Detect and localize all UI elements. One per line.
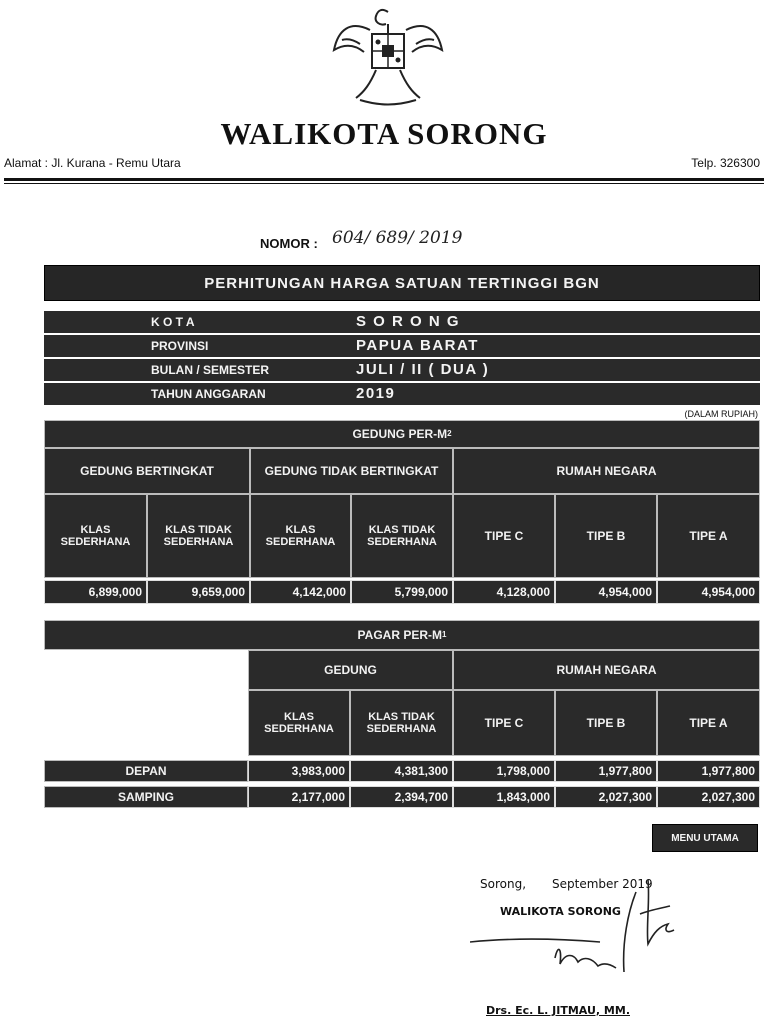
gedung-col-header: TIPE B xyxy=(555,494,657,578)
phone-text: Telp. 326300 xyxy=(691,156,760,170)
gedung-value: 4,128,000 xyxy=(453,580,555,604)
gedung-col-header: KLAS SEDERHANA xyxy=(44,494,147,578)
header-divider-thin xyxy=(4,183,764,184)
gedung-value: 9,659,000 xyxy=(147,580,250,604)
pagar-row-label-depan: DEPAN xyxy=(44,760,248,782)
gedung-value: 4,142,000 xyxy=(250,580,351,604)
signature-name: Drs. Ec. L. JITMAU, MM. xyxy=(486,1004,630,1017)
info-row-tahun-anggaran xyxy=(44,383,760,405)
pagar-value: 1,977,800 xyxy=(555,760,657,782)
gedung-title-sup: 2 xyxy=(447,429,452,438)
pagar-value: 3,983,000 xyxy=(248,760,350,782)
pagar-value: 4,381,300 xyxy=(350,760,453,782)
info-value: PAPUA BARAT xyxy=(356,337,479,354)
pagar-col-header: TIPE A xyxy=(657,690,760,756)
signature-city: Sorong, xyxy=(480,877,527,891)
gedung-title xyxy=(44,420,760,448)
nomor-label: NOMOR : xyxy=(260,236,318,251)
pagar-row-label-samping: SAMPING xyxy=(44,786,248,808)
info-value: JULI / II ( DUA ) xyxy=(356,361,490,378)
gedung-col-header: KLAS TIDAK SEDERHANA xyxy=(147,494,250,578)
pagar-col-header: TIPE B xyxy=(555,690,657,756)
gedung-col-header: TIPE C xyxy=(453,494,555,578)
info-value: 2019 xyxy=(356,385,396,402)
info-label: BULAN / SEMESTER xyxy=(151,363,270,377)
pagar-title-sup: 1 xyxy=(442,630,447,639)
gedung-value: 4,954,000 xyxy=(555,580,657,604)
nomor-handwritten: 604/ 689/ 2019 xyxy=(332,228,463,248)
gedung-group-rumah-negara: RUMAH NEGARA xyxy=(453,448,760,494)
pagar-group-gedung: GEDUNG xyxy=(248,650,453,690)
pagar-value: 1,843,000 xyxy=(453,786,555,808)
pagar-value: 1,977,800 xyxy=(657,760,760,782)
info-label: K O T A xyxy=(151,315,195,329)
gedung-value: 5,799,000 xyxy=(351,580,453,604)
info-row-bulan-semester xyxy=(44,359,760,381)
unit-note: (DALAM RUPIAH) xyxy=(684,409,758,419)
header-divider xyxy=(4,178,764,181)
pagar-title xyxy=(44,620,760,650)
info-row-kota xyxy=(44,311,760,333)
pagar-value: 2,394,700 xyxy=(350,786,453,808)
pagar-col-header: KLAS SEDERHANA xyxy=(248,690,350,756)
info-value: S O R O N G xyxy=(356,313,461,330)
pagar-col-header: KLAS TIDAK SEDERHANA xyxy=(350,690,453,756)
signature-date: September 2019 xyxy=(552,877,653,891)
pagar-value: 2,027,300 xyxy=(555,786,657,808)
pagar-value: 2,027,300 xyxy=(657,786,760,808)
gedung-value: 6,899,000 xyxy=(44,580,147,604)
pagar-group-rumah-negara: RUMAH NEGARA xyxy=(453,650,760,690)
gedung-title-text: GEDUNG PER-M xyxy=(352,427,448,441)
menu-utama-button[interactable]: MENU UTAMA xyxy=(652,824,758,852)
signature-title: WALIKOTA SORONG xyxy=(500,905,621,918)
pagar-title-text: PAGAR PER-M xyxy=(357,628,442,642)
gedung-col-header: TIPE A xyxy=(657,494,760,578)
info-row-provinsi xyxy=(44,335,760,357)
pagar-value: 1,798,000 xyxy=(453,760,555,782)
garuda-emblem-icon xyxy=(330,0,446,108)
gedung-group-bertingkat: GEDUNG BERTINGKAT xyxy=(44,448,250,494)
document-title: PERHITUNGAN HARGA SATUAN TERTINGGI BGN xyxy=(44,265,760,301)
pagar-value: 2,177,000 xyxy=(248,786,350,808)
gedung-group-tidak-bertingkat: GEDUNG TIDAK BERTINGKAT xyxy=(250,448,453,494)
letterhead-title: WALIKOTA SORONG xyxy=(220,116,548,151)
gedung-col-header: KLAS SEDERHANA xyxy=(250,494,351,578)
address-text: Alamat : Jl. Kurana - Remu Utara xyxy=(4,156,181,170)
info-label: PROVINSI xyxy=(151,339,209,353)
gedung-col-header: KLAS TIDAK SEDERHANA xyxy=(351,494,453,578)
handwritten-signature-icon xyxy=(470,872,700,980)
pagar-col-header: TIPE C xyxy=(453,690,555,756)
gedung-value: 4,954,000 xyxy=(657,580,760,604)
info-label: TAHUN ANGGARAN xyxy=(151,387,266,401)
